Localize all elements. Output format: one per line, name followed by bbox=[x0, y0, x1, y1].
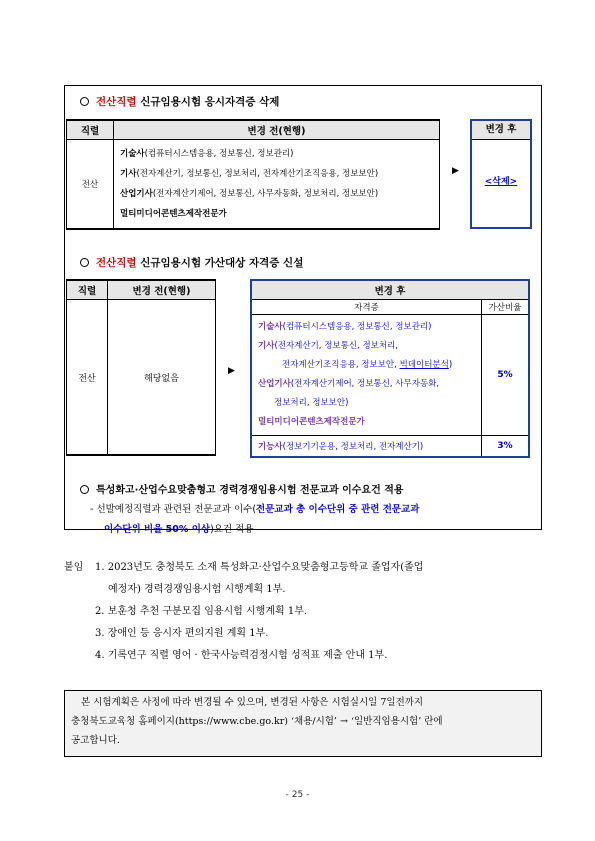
section3-title bbox=[80, 481, 404, 496]
section3-line2 bbox=[104, 521, 254, 535]
attachment-item: 3. 장애인 등 응시자 편의지원 계획 1부. bbox=[95, 628, 269, 639]
cert-detail: (컴퓨터시스템응용, 정보통신, 정보관리) bbox=[282, 322, 432, 332]
cert-item bbox=[258, 375, 475, 394]
notice-line: 본 시험계획은 사정에 따라 변경될 수 있으며, 변경된 사항은 시험실시일 7일전까지 bbox=[81, 697, 424, 708]
attachment-item: 4. 기록연구 직렬 영어 · 한국사능력검정시험 성적표 제출 안내 1부. bbox=[95, 650, 388, 661]
section2-title-highlight: 전산직렬 bbox=[96, 257, 137, 269]
section1-title bbox=[80, 94, 279, 109]
line-text: )요건 적용 bbox=[210, 524, 254, 535]
cert-item-continued: 정보처리, 정보보안) bbox=[274, 398, 349, 408]
cert-item bbox=[120, 144, 433, 164]
notice-line: 충청북도교육청 홈페이지(https://www.cbe.go.kr) ‘채용/시험’ → ‘일반직임용시험’ 란에 bbox=[71, 716, 443, 727]
cert-detail: 전자계산기조직응용, 정보보안, bbox=[282, 360, 400, 370]
cert-item bbox=[120, 164, 433, 184]
cert-item bbox=[120, 204, 433, 224]
cert-detail: (전자계산기, 정보통신, 정보처리, bbox=[274, 341, 399, 351]
section1-title-highlight: 전산직렬 bbox=[96, 96, 137, 108]
col-cert: 자격증 bbox=[251, 300, 482, 315]
section2-before-table bbox=[66, 279, 216, 456]
before-cell: 해당없음 bbox=[108, 300, 216, 456]
cert-item bbox=[251, 436, 482, 458]
section2-title-rest: 신규임용시험 가산대상 자격증 신설 bbox=[136, 257, 304, 269]
line-highlight: 이수단위 비율 50% 이상 bbox=[104, 524, 211, 535]
circle-bullet-icon bbox=[80, 97, 89, 106]
attachment-item: 예정자) 경력경쟁임용시험 시행계획 1부. bbox=[108, 584, 286, 595]
section3-line1 bbox=[90, 501, 419, 515]
cert-name: 산업기사 bbox=[120, 189, 153, 199]
cert-detail: (전자계산기제어, 정보통신, 사무자동화, bbox=[290, 379, 440, 389]
section3-title-text: 특성화고·산업수요맞춤형고 경력경쟁임용시험 전문교과 이수요건 적용 bbox=[96, 485, 404, 496]
job-cell: 전산 bbox=[67, 300, 108, 456]
cert-detail: (전자계산기제어, 정보통신, 사무자동화, 정보처리, 정보보안) bbox=[152, 189, 379, 199]
cert-item-continued bbox=[258, 356, 475, 375]
cert-name: 기사 bbox=[120, 169, 137, 179]
attachments-label: 붙임 bbox=[64, 562, 84, 573]
cert-detail: (컴퓨터시스템응용, 정보통신, 정보관리) bbox=[144, 149, 294, 159]
col-job: 직렬 bbox=[67, 120, 114, 140]
page-number: - 25 - bbox=[285, 790, 310, 800]
cert-item bbox=[258, 337, 475, 356]
cert-item: 멀티미디어콘텐츠제작전문가 bbox=[258, 417, 365, 427]
section2-title bbox=[80, 255, 303, 270]
section1-after-box bbox=[470, 119, 532, 229]
cert-name: 기술사 bbox=[120, 149, 145, 159]
rate-value: 3% bbox=[482, 436, 530, 458]
cert-name: 산업기사 bbox=[258, 379, 291, 389]
col-after: 변경 후 bbox=[251, 280, 529, 300]
cert-list bbox=[114, 140, 440, 230]
attachment-item: 2. 보훈청 추천 구분모집 임용시험 시행계획 1부. bbox=[95, 606, 308, 617]
circle-bullet-icon bbox=[80, 258, 89, 267]
after-value: <삭제> bbox=[484, 177, 518, 187]
notice-box bbox=[64, 690, 542, 757]
cert-item bbox=[120, 184, 433, 204]
section1-before-table bbox=[66, 119, 440, 230]
cert-list bbox=[251, 315, 482, 436]
cert-item bbox=[258, 318, 475, 337]
cert-name: 멀티미디어콘텐츠제작전문가 bbox=[120, 209, 227, 219]
arrow-right-icon: ▶ bbox=[452, 166, 459, 176]
notice-line: 공고합니다. bbox=[71, 735, 120, 746]
arrow-right-icon: ▶ bbox=[228, 366, 235, 376]
cert-name: 기사 bbox=[258, 341, 275, 351]
after-header: 변경 후 bbox=[472, 121, 530, 140]
cert-detail: (전자계산기, 정보통신, 정보처리, 전자계산기조직응용, 정보보안) bbox=[136, 169, 379, 179]
line-text: - 선발예정직렬과 관련된 전문교과 이수( bbox=[90, 504, 257, 515]
cert-detail: (정보기기운용, 정보처리, 전자계산기) bbox=[282, 442, 424, 452]
cert-new-item: 빅데이터분석 bbox=[399, 360, 449, 370]
cert-name: 기술사 bbox=[258, 322, 283, 332]
cert-detail-end: ) bbox=[448, 360, 453, 370]
col-before: 변경 전(현행) bbox=[108, 280, 216, 300]
attachment-item: 1. 2023년도 충청북도 소재 특성화고·산업수요맞춤형고등학교 졸업자(졸업 bbox=[95, 562, 424, 573]
rate-value: 5% bbox=[482, 315, 530, 436]
section2-after-table bbox=[250, 279, 530, 458]
col-job: 직렬 bbox=[67, 280, 108, 300]
circle-bullet-icon bbox=[80, 485, 89, 494]
col-before: 변경 전(현행) bbox=[114, 120, 440, 140]
section1-title-rest: 신규임용시험 응시자격증 삭제 bbox=[136, 96, 280, 108]
line-highlight: 전문교과 총 이수단위 중 관련 전문교과 bbox=[256, 504, 420, 515]
col-rate: 가산비율 bbox=[482, 300, 530, 315]
job-cell: 전산 bbox=[67, 140, 114, 230]
cert-name: 기능사 bbox=[258, 442, 283, 452]
